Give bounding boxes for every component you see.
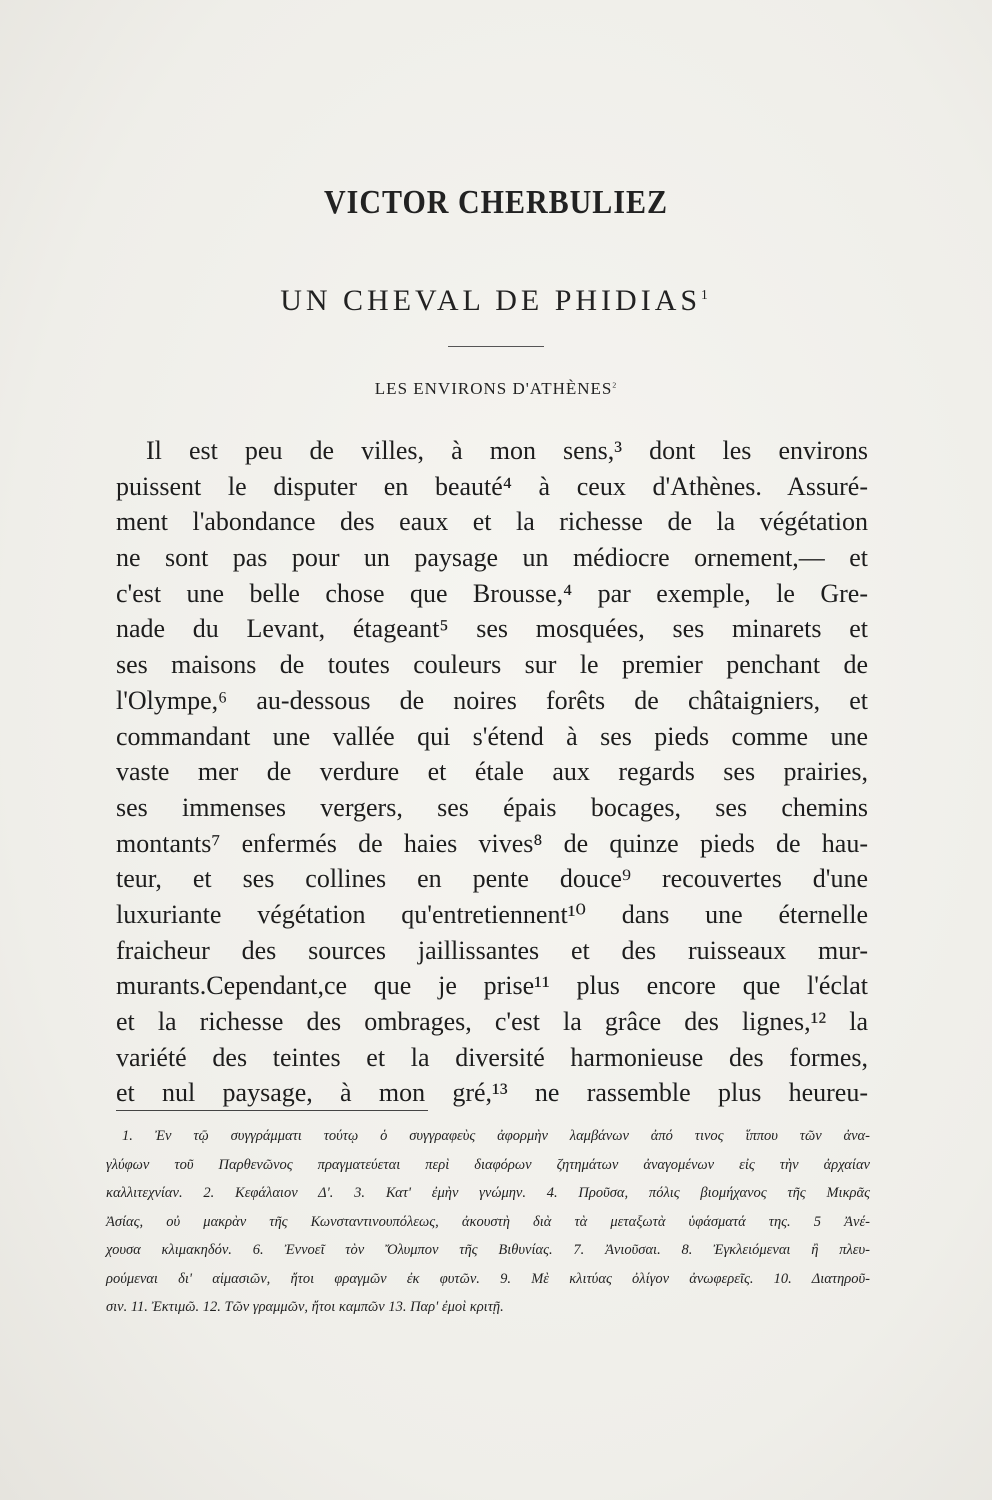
body-line: c'est une belle chose que Brousse,⁴ par exemple, le Gre- <box>116 578 868 608</box>
body-line: Il est peu de villes, à mon sens,³ dont les environs <box>146 436 868 465</box>
body-line: puissent le disputer en beauté⁴ à ceux d'Athènes. Assuré- <box>116 471 868 501</box>
title-divider <box>448 346 544 347</box>
body-line: variété des teintes et la diversité harmonieuse des formes, <box>116 1042 868 1072</box>
body-text <box>116 433 868 1111</box>
chapter-title <box>0 284 992 318</box>
footnote-line: σιν. 11. Ἐκτιμῶ. 12. Τῶν γραμμῶν, ἤτοι καμπῶν 13. Παρ' ἐμοὶ κριτῇ. <box>106 1299 504 1315</box>
body-line: commandant une vallée qui s'étend à ses pieds comme une <box>116 721 868 751</box>
subtitle-footnote-mark: 2 <box>612 380 618 390</box>
footnote-line: χουσα κλιμακηδόν. 6. Ἐννοεῖ τὸν Ὄλυμπον τῆς Βιθυνίας. 7. Ἀνιοῦσαι. 8. Ἐγκλειόμεναι ἢ πλευ- <box>106 1242 870 1258</box>
body-line: murants.Cependant,ce que je prise¹¹ plus encore que l'éclat <box>116 971 868 1001</box>
footnote-line: 1. Ἐν τῷ συγγράμματι τούτῳ ὁ συγγραφεὺς ἀφορμὴν λαμβάνων ἀπό τινος ἵππου τῶν ἀνα- <box>122 1128 870 1144</box>
body-line: vaste mer de verdure et étale aux regards ses prairies, <box>116 757 868 787</box>
author-name: VICTOR CHERBULIEZ <box>323 183 669 221</box>
section-subtitle <box>0 379 992 399</box>
footnote-line: Ἀσίας, οὐ μακρὰν τῆς Κωνσταντινουπόλεως, ἀκουστὴ διὰ τὰ μεταξωτὰ ὑφάσματά της. 5 Ἀνέ- <box>106 1213 870 1230</box>
section-subtitle-text: LES ENVIRONS D'ATHÈNES <box>374 379 613 398</box>
body-line: luxuriante végétation qu'entretiennent¹⁰ dans une éternelle <box>116 899 868 929</box>
body-line: ses immenses vergers, ses épais bocages, ses chemins <box>116 792 868 822</box>
footnote-line: γλύφων τοῦ Παρθενῶνος πραγματεύεται περὶ διαφόρων ζητημάτων ἀναγομένων εἰς τὴν ἀρχαίαν <box>106 1156 870 1173</box>
body-line: et la richesse des ombrages, c'est la grâce des lignes,¹² la <box>116 1007 868 1036</box>
footnote-line: ρούμεναι δι' αἱμασιῶν, ἤτοι φραγμῶν ἐκ φυτῶν. 9. Μὲ κλιτύας ὀλίγον ἀνωφερεῖς. 10. Διατηροῦ- <box>106 1270 870 1287</box>
footnote-divider <box>116 1110 428 1111</box>
title-footnote-mark: 1 <box>701 287 712 302</box>
body-line: et nul paysage, à mon gré,¹³ ne rassemble plus heureu- <box>116 1078 868 1108</box>
footnotes <box>106 1122 870 1322</box>
body-line: ment l'abondance des eaux et la richesse de la végétation <box>116 507 868 537</box>
body-line: ses maisons de toutes couleurs sur le premier penchant de <box>116 650 868 680</box>
body-line: l'Olympe,⁶ au-dessous de noires forêts de châtaigniers, et <box>116 685 868 715</box>
chapter-title-text: UN CHEVAL DE PHIDIAS <box>280 284 702 317</box>
body-line: ne sont pas pour un paysage un médiocre ornement,— et <box>116 543 868 573</box>
body-line: teur, et ses collines en pente douce⁹ recouvertes d'une <box>116 864 868 894</box>
body-line: nade du Levant, étageant⁵ ses mosquées, ses minarets et <box>116 614 868 644</box>
body-line: montants⁷ enfermés de haies vives⁸ de quinze pieds de hau- <box>116 828 868 858</box>
footnote-line: καλλιτεχνίαν. 2. Κεφάλαιον Δ'. 3. Κατ' ἐμὴν γνώμην. 4. Προῦσα, πόλις βιομήχανος τῆς Μικρᾶς <box>106 1185 870 1201</box>
body-line: fraicheur des sources jaillissantes et des ruisseaux mur- <box>116 935 868 965</box>
